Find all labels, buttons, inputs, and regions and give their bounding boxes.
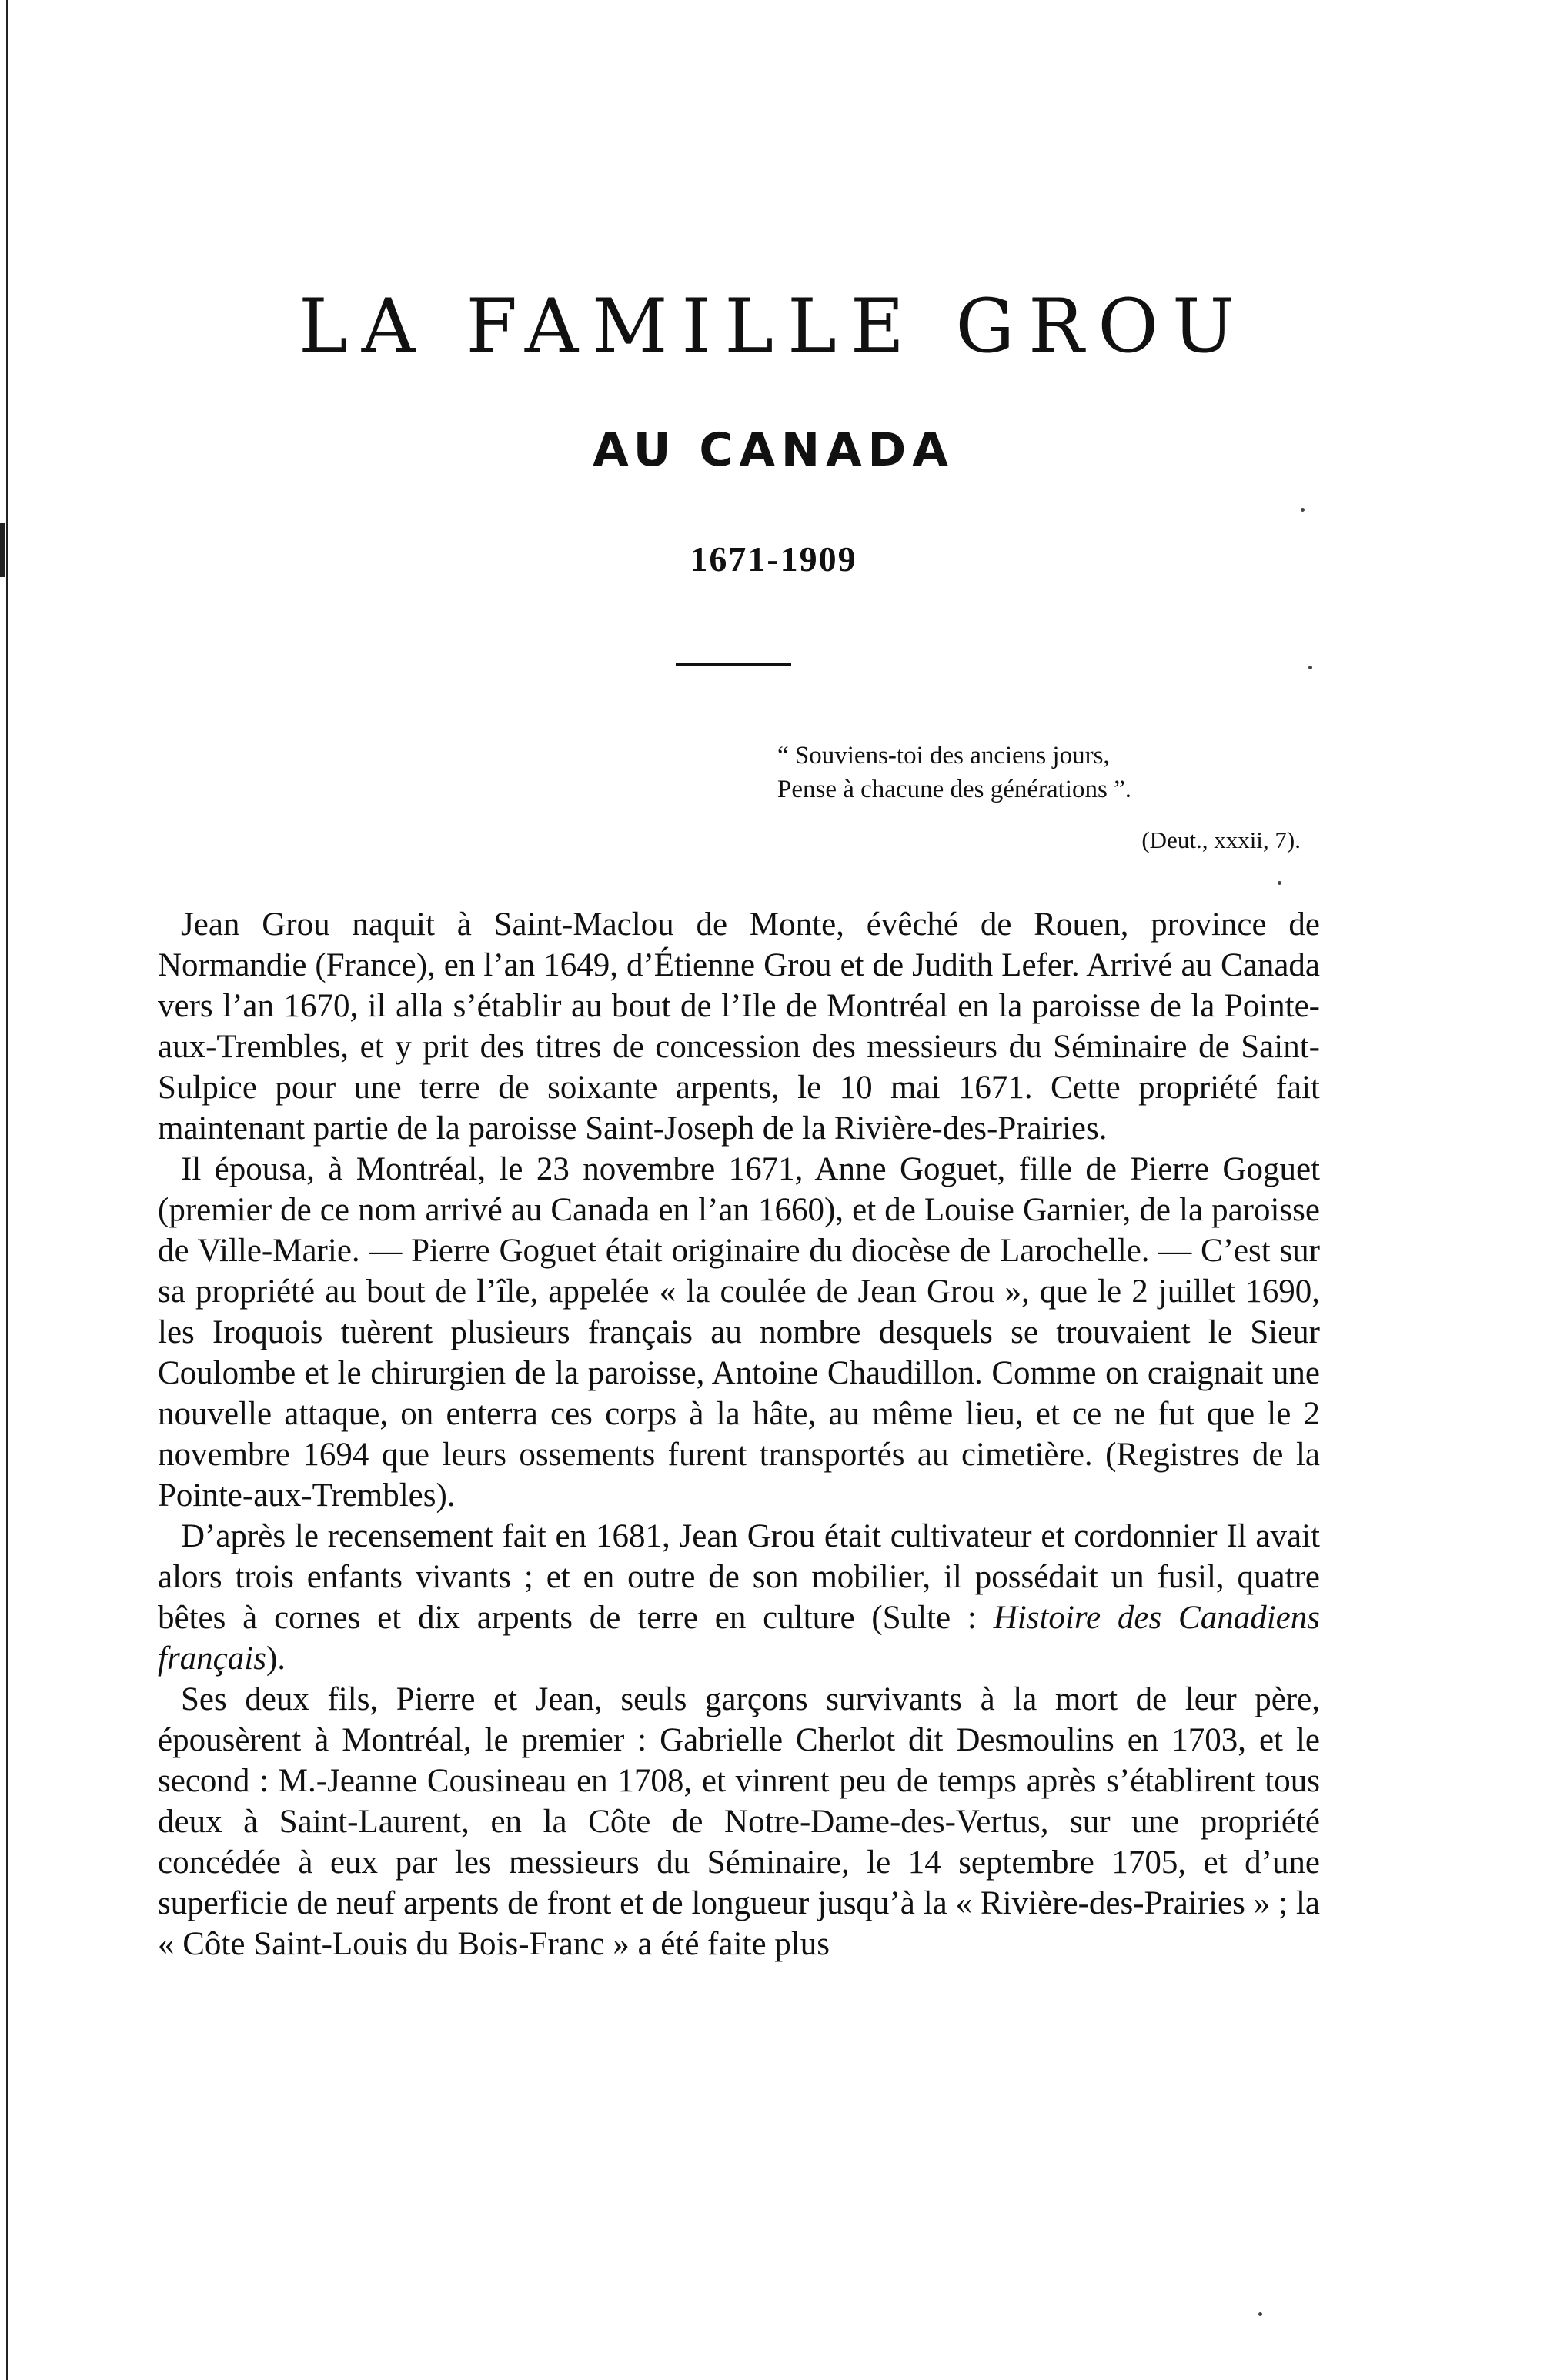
print-speck — [1258, 2312, 1262, 2316]
epigraph-line-2: Pense à chacune des générations ”. — [777, 776, 1131, 803]
paragraph-3-text: D’après le recensement fait en 1681, Jean Grou était cultivateur et cordonnier Il avait alors trois enfants vivants ; et en outre de son mobilier, il possédait un fusil, quatre bêtes à cornes et dix arpents de terre en culture (Sulte : — [158, 1518, 1320, 1636]
print-speck — [1278, 881, 1281, 885]
paragraph-3 — [158, 1516, 1320, 1679]
epigraph-line-1: “ Souviens-toi des anciens jours, — [777, 742, 1110, 769]
print-speck — [1308, 666, 1312, 669]
section-rule — [676, 663, 791, 666]
paragraph-3-end: ). — [266, 1641, 286, 1677]
paragraph-2: Il épousa, à Montréal, le 23 novembre 1671, Anne Goguet, fille de Pierre Goguet (premier de ce nom arrivé au Canada en l’an 1660), et de Louise Garnier, de la paroisse de Ville-Marie. — Pierre Goguet était originaire du diocèse de Larochelle. — C’est sur sa propriété au bout de l’île, appelée « la coulée de Jean Grou », que le 2 juillet 1690, les Iroquois tuèrent plusieurs français au nombre desquels se trouvaient le Sieur Coulombe et le chirurgien de la paroisse, Antoine Chaudillon. Comme on craignait une nouvelle attaque, on enterra ces corps à la hâte, au même lieu, et ce ne fut que le 2 novembre 1694 que leurs ossements furent transportés au cimetière. (Registres de la Pointe-aux-Trembles). — [158, 1151, 1320, 1514]
epigraph-source: (Deut., xxxii, 7). — [1141, 826, 1301, 853]
paragraph-4: Ses deux fils, Pierre et Jean, seuls garçons survivants à la mort de leur père, épousèrent à Montréal, le premier : Gabrielle Cherlot dit Desmoulins en 1703, et le second : M.-Jeanne Cousineau en 1708, et vinrent peu de temps après s’établirent tous deux à Saint-Laurent, en la Côte de Notre-Dame-des-Vertus, sur une propriété concédée à eux par les messieurs du Séminaire, le 14 septembre 1705, et d’une superficie de neuf arpents de front et de longueur jusqu’à la « Rivière-des-Prairies » ; la « Côte Saint-Louis du Bois-Franc » a été faite plus — [158, 1681, 1320, 1962]
date-range: 1671-1909 — [690, 539, 857, 579]
print-speck — [1301, 508, 1305, 512]
body-text — [158, 904, 1320, 1964]
book-title: Histoire des Canadiens français — [158, 1600, 1320, 1677]
page-subtitle: AU CANADA — [593, 423, 954, 477]
epigraph — [777, 739, 1347, 857]
paragraph-1: Jean Grou naquit à Saint-Maclou de Monte, évêché de Rouen, province de Normandie (France), en l’an 1649, d’Étienne Grou et de Judith Lefer. Arrivé au Canada vers l’an 1670, il alla s’établir au bout de l’Ile de Montréal en la paroisse de la Pointe-aux-Trembles, et y prit des titres de concession des messieurs du Séminaire de Saint-Sulpice pour une terre de soixante arpents, le 10 mai 1671. Cette propriété fait maintenant partie de la paroisse Saint-Joseph de la Rivière-des-Prairies. — [158, 906, 1320, 1147]
page-title: LA FAMILLE GROU — [298, 283, 1249, 369]
